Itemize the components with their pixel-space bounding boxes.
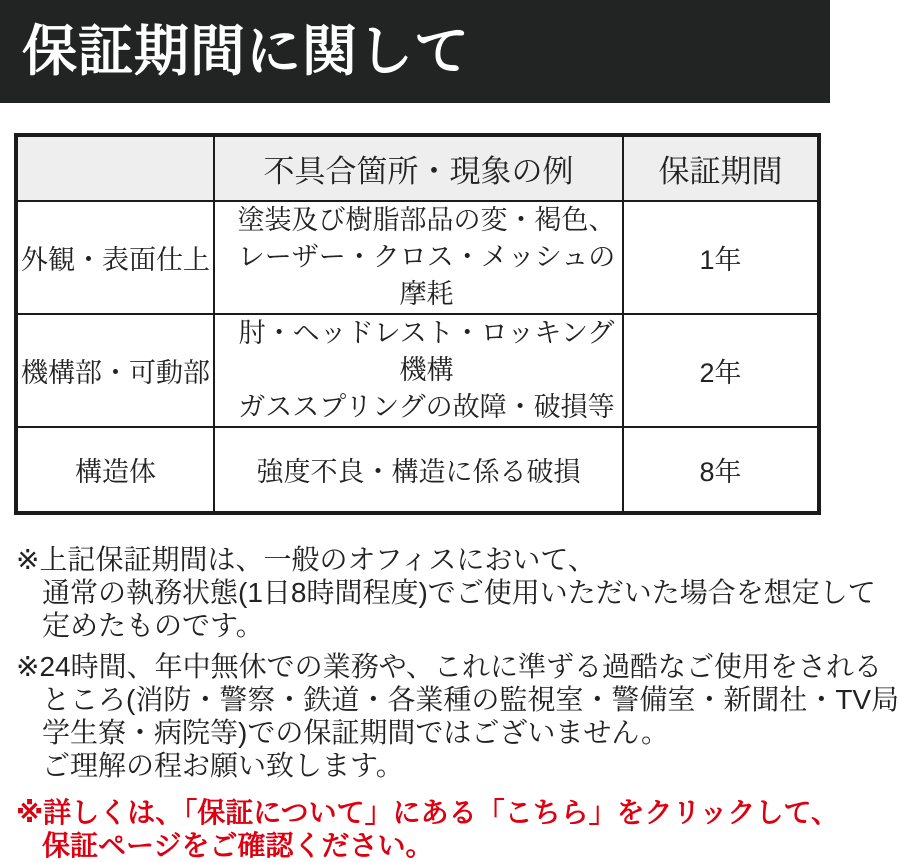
note-line: ※詳しくは、「保証について」にある「こちら」をクリックして、 — [16, 797, 839, 828]
table-row — [16, 314, 819, 427]
note-warranty-page-link — [16, 796, 839, 862]
note-line: 学生寮・病院等)での保証期間ではございません。 — [42, 717, 670, 748]
note-line: ご理解の程お願い致します。 — [42, 750, 404, 781]
example-line: 肘・ヘッドレスト・ロッキング機構 — [238, 318, 615, 385]
note-line: 定めたものです。 — [42, 610, 264, 641]
note-line: ※上記保証期間は、一般のオフィスにおいて、 — [16, 544, 596, 575]
example-cell — [214, 201, 623, 314]
example-cell: 強度不良・構造に係る破損 — [214, 427, 623, 513]
header-cell-examples: 不具合箇所・現象の例 — [214, 135, 623, 201]
note-office-usage — [16, 543, 876, 642]
category-cell: 外観・表面仕上 — [16, 201, 214, 314]
page-title-banner — [0, 0, 830, 103]
note-line: ※24時間、年中無休での業務や、これに準ずる過酷なご使用をされる — [16, 651, 883, 682]
example-line: レーザー・クロス・メッシュの摩耗 — [237, 242, 616, 309]
example-line: ガススプリングの故障・破損等 — [238, 392, 615, 422]
header-cell-category — [16, 135, 214, 201]
period-cell: 1年 — [623, 201, 819, 314]
note-heavy-usage — [16, 650, 899, 782]
period-cell: 8年 — [623, 427, 819, 513]
notes-section — [0, 515, 899, 862]
table-header-row — [16, 135, 819, 201]
table-row — [16, 201, 819, 314]
note-line: 通常の執務状態(1日8時間程度)でご使用いただいた場合を想定して — [42, 577, 876, 608]
example-cell — [214, 314, 623, 427]
warranty-table-section — [0, 103, 830, 515]
table-row — [16, 427, 819, 513]
note-line: 保証ページをご確認ください。 — [42, 830, 434, 861]
warranty-table — [14, 133, 821, 515]
page-title: 保証期間に関して — [22, 20, 471, 82]
category-cell: 機構部・可動部 — [16, 314, 214, 427]
category-cell: 構造体 — [16, 427, 214, 513]
note-line: ところ(消防・警察・鉄道・各業種の監視室・警備室・新聞社・TV局 — [42, 684, 899, 715]
example-line: 塗装及び樹脂部品の変・褐色、 — [237, 205, 616, 235]
period-cell: 2年 — [623, 314, 819, 427]
header-cell-period: 保証期間 — [623, 135, 819, 201]
